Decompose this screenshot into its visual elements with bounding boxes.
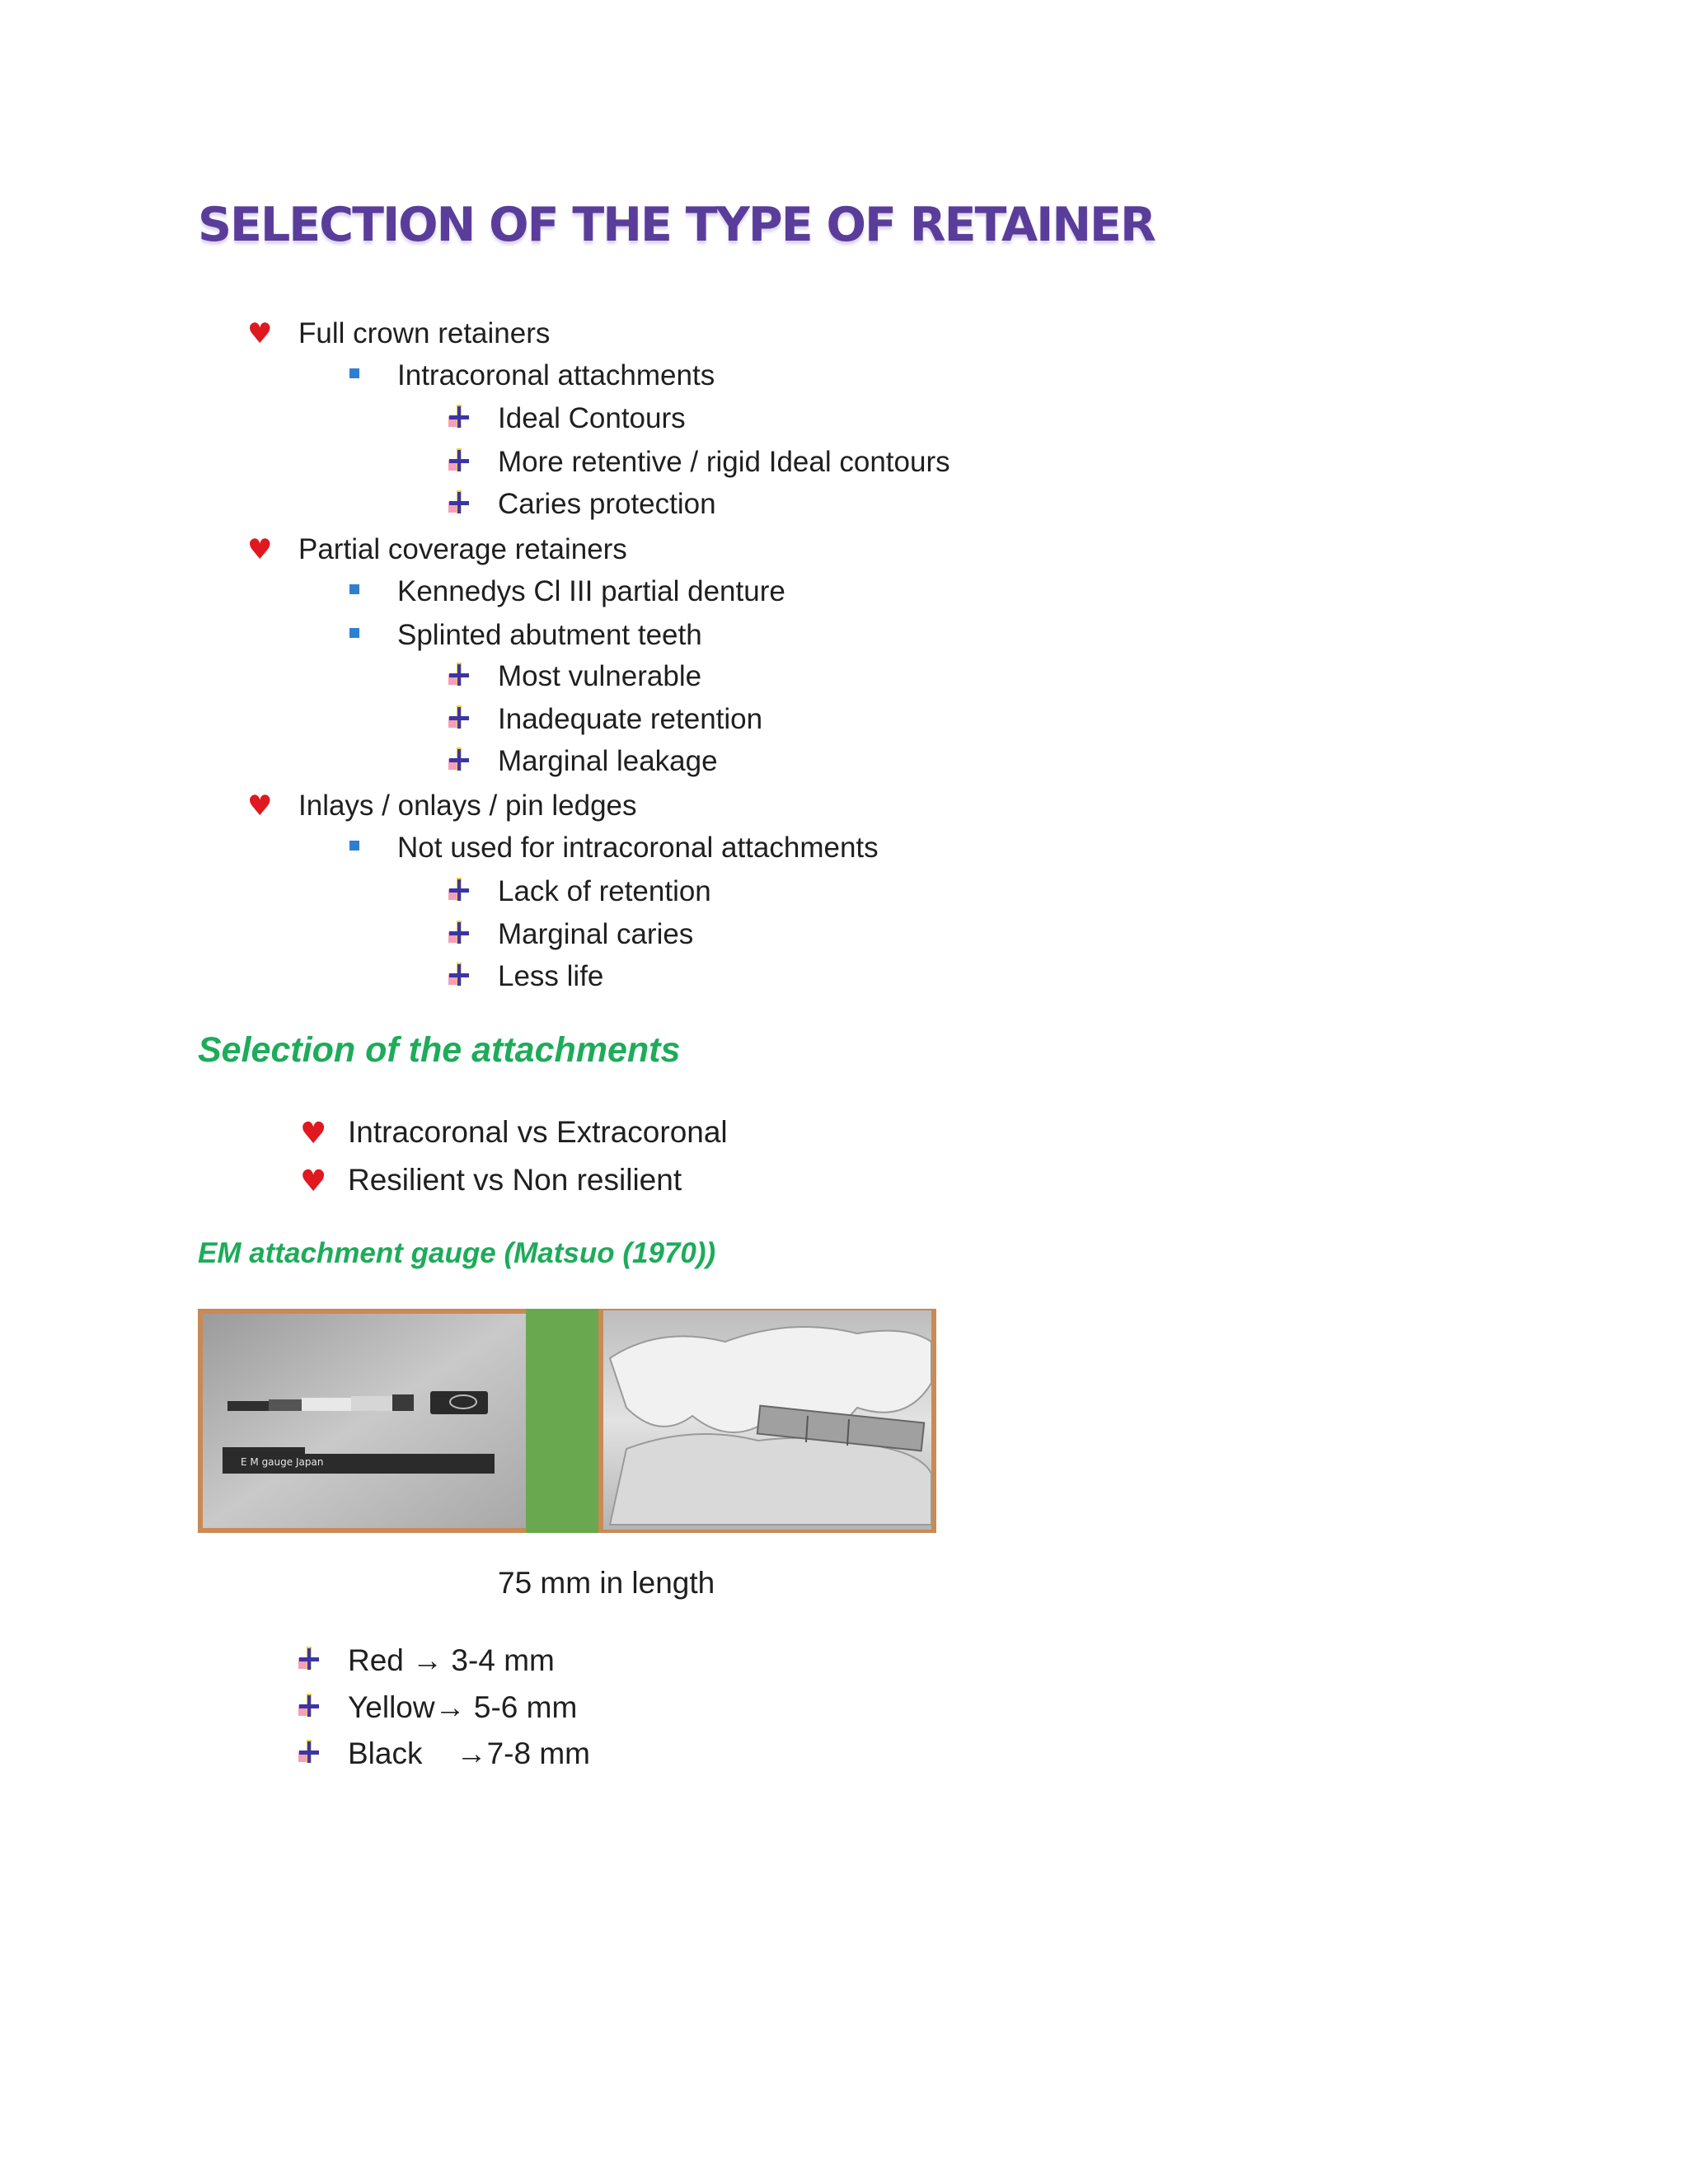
square-bullet-icon: [349, 584, 359, 594]
point-label: Ideal Contours: [498, 402, 686, 434]
heart-bullet-icon: ♥: [300, 1117, 327, 1151]
heart-bullet-icon: ♥: [247, 317, 273, 350]
subitem-label: Not used for intracoronal attachments: [397, 832, 879, 864]
subitem-label: Kennedys Cl III partial denture: [397, 575, 785, 607]
attachment-item: Resilient vs Non resilient: [348, 1163, 682, 1197]
star-bullet-icon: [447, 746, 471, 772]
star-bullet-icon: [297, 1692, 321, 1718]
point-label: Inadequate retention: [498, 703, 763, 735]
square-bullet-icon: [349, 628, 359, 638]
group-label: Full crown retainers: [298, 317, 551, 349]
point-label: Caries protection: [498, 488, 716, 520]
subitem-label: Intracoronal attachments: [397, 359, 715, 391]
page-title: SELECTION OF THE TYPE OF RETAINER: [198, 198, 1155, 252]
star-bullet-icon: [447, 489, 471, 515]
star-bullet-icon: [447, 961, 471, 987]
gauge-engraving: E M gauge Japan: [241, 1456, 324, 1468]
point-label: Marginal caries: [498, 918, 694, 950]
group-label: Partial coverage retainers: [298, 533, 627, 565]
attachments-heading: Selection of the attachments: [198, 1030, 681, 1070]
figure-caption: 75 mm in length: [498, 1566, 715, 1600]
point-label: Lack of retention: [498, 875, 711, 907]
star-bullet-icon: [447, 447, 471, 473]
star-bullet-icon: [447, 876, 471, 902]
point-label: Less life: [498, 960, 604, 992]
heart-bullet-icon: ♥: [300, 1165, 327, 1198]
square-bullet-icon: [349, 841, 359, 851]
star-bullet-icon: [447, 704, 471, 730]
star-bullet-icon: [447, 661, 471, 687]
star-bullet-icon: [447, 919, 471, 945]
group-label: Inlays / onlays / pin ledges: [298, 790, 637, 822]
star-bullet-icon: [297, 1738, 321, 1765]
point-label: More retentive / rigid Ideal contours: [498, 446, 950, 478]
point-label: Marginal leakage: [498, 745, 718, 777]
star-bullet-icon: [447, 403, 471, 429]
attachment-item: Intracoronal vs Extracoronal: [348, 1115, 728, 1149]
subitem-label: Splinted abutment teeth: [397, 619, 702, 651]
gauge-color-item: Black →7-8 mm: [348, 1736, 590, 1770]
gauge-heading: EM attachment gauge (Matsuo (1970)): [198, 1237, 716, 1269]
heart-bullet-icon: ♥: [247, 790, 273, 823]
heart-bullet-icon: ♥: [247, 533, 273, 566]
square-bullet-icon: [349, 368, 359, 378]
star-bullet-icon: [297, 1645, 321, 1671]
em-gauge-photo: [198, 1309, 936, 1533]
gauge-color-item: Yellow→ 5-6 mm: [348, 1690, 578, 1724]
gauge-color-item: Red → 3-4 mm: [348, 1643, 555, 1677]
point-label: Most vulnerable: [498, 660, 702, 692]
